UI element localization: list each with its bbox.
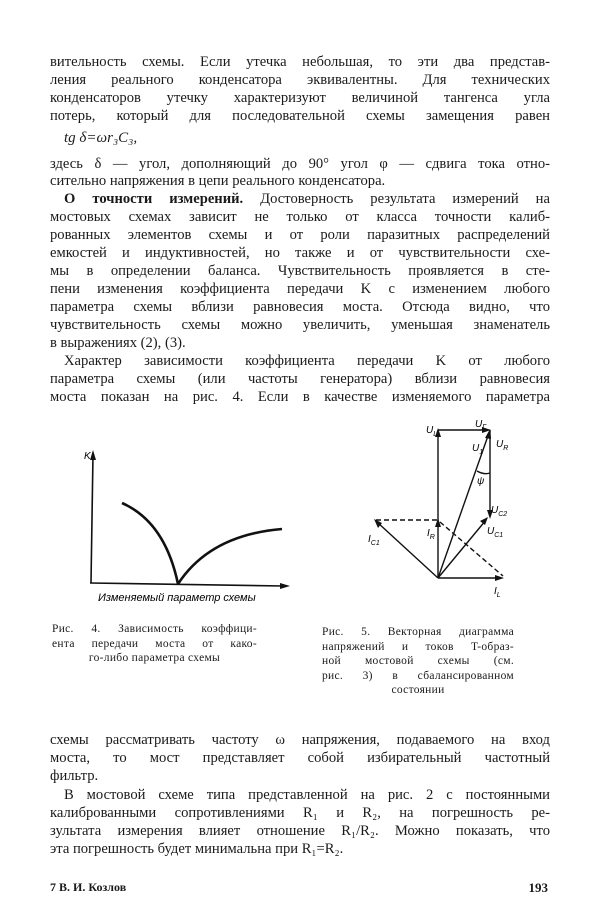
- text-line: вительность схемы. Если утечка небольшая, то эти два представ-: [50, 54, 550, 70]
- text-line: рованных элементов схемы и от роли паразитных распределений: [50, 227, 550, 243]
- figure-5-caption: [322, 625, 514, 698]
- caption-line: состоянии: [391, 684, 445, 696]
- text-line: Характер зависимости коэффициента передачи K от любого: [64, 353, 550, 369]
- text-line: эта погрешность будет минимальна при R₁=R₂.: [50, 841, 344, 857]
- text-line: чувствительность схемы можно увеличить, уменьшая знаменатель: [50, 317, 550, 333]
- caption-line: напряжений и токов T-образ-: [322, 640, 514, 653]
- text-line: конденсаторов утечку характеризуют величиной тангенса угла: [50, 90, 550, 106]
- caption-line: Рис. 4. Зависимость коэффици-: [52, 623, 257, 635]
- label-IC1: $I_{C1}$: [368, 534, 380, 547]
- vector-UC1: [438, 520, 486, 578]
- caption-line: го-либо параметра схемы: [88, 652, 221, 664]
- x-axis: [90, 583, 284, 586]
- text-line: мостовых схемах зависит не только от класса точности калиб-: [50, 209, 550, 225]
- text-line: здесь δ — угол, дополняющий до 90° угол φ — сдвига тока отно-: [50, 156, 550, 172]
- text-line: потерь, который для последовательной схемы замещения равен: [50, 108, 550, 124]
- label-IL: $I_L$: [494, 586, 501, 599]
- label-U1: $U_1$: [472, 443, 484, 456]
- text-line: моста, то мост представляет собой избирательный частотный: [50, 750, 550, 766]
- label-UL: $U_L$: [426, 425, 438, 438]
- text-span: Достоверность результата измерений на: [243, 191, 550, 207]
- label-UR: $U_R$: [496, 439, 509, 452]
- curve-left: [122, 503, 178, 584]
- text-line: емкостей и индуктивностей, но также и от чувствительности схе-: [50, 245, 550, 261]
- section-heading: О точности измерений.: [64, 191, 244, 207]
- x-axis-label: Изменяемый параметр схемы: [98, 592, 256, 604]
- text-line: калиброванными сопротивлениями R₁ и R₂, на погрешность ре-: [50, 805, 550, 821]
- figure-4-caption: [52, 622, 257, 666]
- y-axis: [91, 454, 93, 583]
- text-line: моста показан на рис. 4. Если в качестве изменяемого параметра: [50, 389, 550, 405]
- footer-signature: 7 В. И. Козлов: [50, 880, 127, 894]
- text-line: схемы рассматривать частоту ω напряжения, подаваемого на вход: [50, 732, 550, 748]
- label-phi: ψ: [477, 476, 485, 487]
- label-UG: $U_Г$: [475, 419, 487, 431]
- curve-right: [178, 529, 282, 584]
- formula-tan-delta: tg δ=ωr₃C₃,: [64, 130, 138, 146]
- text-line: сительно напряжения в цепи реального конденсатора.: [50, 173, 386, 189]
- y-axis-label: K: [84, 451, 91, 462]
- label-IR: $I_R$: [427, 528, 435, 541]
- figure-5-vector-diagram: [374, 427, 504, 581]
- arrowhead: [90, 450, 96, 460]
- label-UC2: $U_{C2}$: [491, 505, 508, 518]
- page-number: 193: [528, 880, 548, 895]
- label-UC1: $U_{C1}$: [487, 526, 504, 539]
- text-line: пени изменения коэффициента передачи K с изменением любого: [50, 281, 550, 297]
- caption-line: рис. 3) в сбалансированном: [322, 669, 514, 682]
- text-line: в выражениях (2), (3).: [50, 335, 186, 351]
- text-line: параметра схемы вблизи равновесия моста. Отсюда видно, что: [50, 299, 550, 315]
- text-line: зультата измерения влияет отношение R₁/R₂. Можно показать, что: [50, 823, 550, 839]
- angle-arc: [477, 471, 490, 474]
- text-line: ления реального конденсатора эквивалентны. Для технических: [50, 72, 550, 88]
- caption-line: Рис. 5. Векторная диаграмма: [322, 626, 514, 638]
- text-line: мы в определении баланса. Чувствительность проявляется в сте-: [50, 263, 550, 279]
- arrowhead: [280, 583, 290, 589]
- caption-line: ной мостовой схемы (см.: [322, 655, 514, 667]
- text-line: В мостовой схеме типа представленной на рис. 2 с постоянными: [64, 787, 550, 803]
- text-line: фильтр.: [50, 768, 99, 784]
- caption-line: ента передачи моста от како-: [52, 637, 257, 650]
- figure-4-graph: [90, 450, 290, 589]
- text-line: параметра схемы (или частоты генератора) вблизи равновесия: [50, 371, 550, 387]
